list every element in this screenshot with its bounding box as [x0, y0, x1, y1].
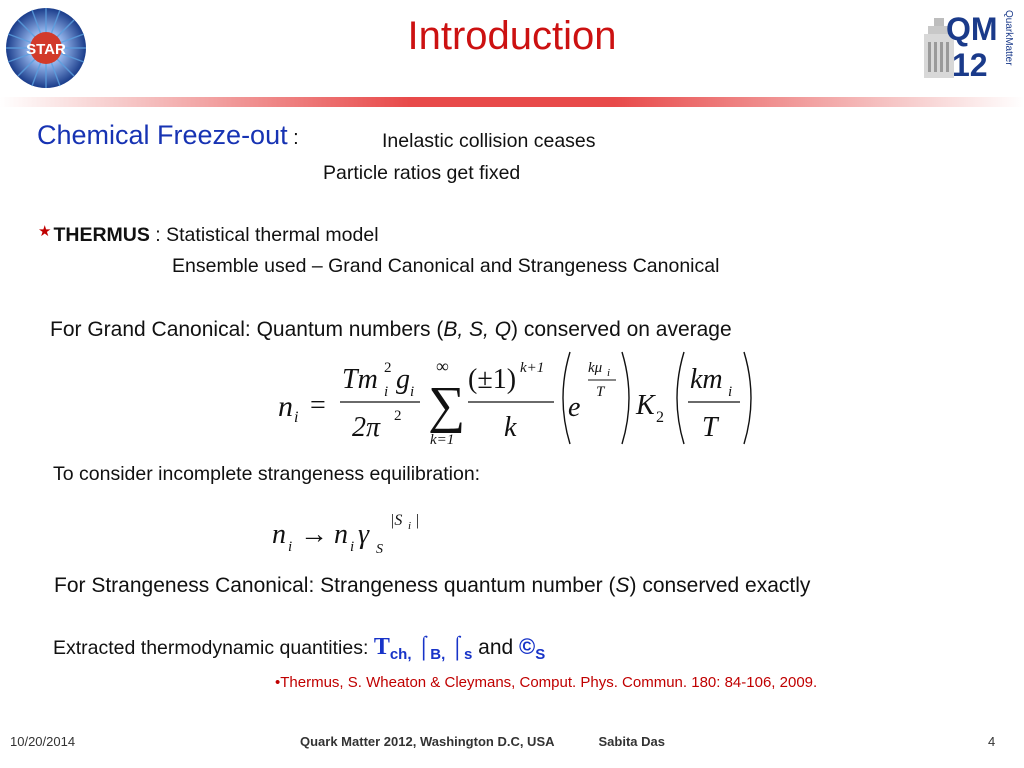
sc-prefix: For Strangeness Canonical: Strangeness quantum number (: [54, 574, 616, 597]
eq-mu2-sym: ⌠: [450, 634, 464, 659]
f1-den: 2π: [352, 412, 381, 443]
cfo-colon: :: [287, 127, 299, 149]
f2-exp-i: i: [408, 520, 412, 532]
cfo-heading-text: Chemical Freeze-out: [37, 120, 288, 150]
star-logo-text: STAR: [26, 41, 66, 58]
f1-n-sub: i: [294, 409, 299, 426]
eq-prefix: Extracted thermodynamic quantities: [53, 637, 363, 659]
cfo-line-1: Inelastic collision ceases: [382, 130, 596, 152]
grand-canonical-formula: [270, 342, 770, 452]
f1-num-gi: i: [410, 384, 415, 400]
eq-mu-sym: ⌠: [416, 634, 431, 659]
incomplete-strangeness-line: To consider incomplete strangeness equilibration:: [53, 463, 481, 485]
thermus-name: THERMUS: [53, 224, 150, 246]
f2-n-sub: i: [288, 539, 293, 555]
f2-exp: |S: [390, 512, 403, 529]
sc-var: S: [615, 574, 630, 597]
f2-gamma: γ: [358, 519, 370, 550]
gc-prefix: For Grand Canonical: Quantum numbers (: [50, 318, 444, 341]
f2-n2-sub: i: [350, 539, 355, 555]
cfo-line-2: Particle ratios get fixed: [323, 162, 521, 184]
f1-sum-top: ∞: [436, 356, 449, 376]
gc-vars: B, S, Q: [443, 318, 512, 341]
f1-den-k: k: [504, 412, 517, 443]
extracted-quantities-line: [53, 634, 545, 663]
header-divider: [0, 97, 1024, 107]
strangeness-formula: [270, 505, 440, 560]
qm-text: QM: [946, 11, 998, 47]
f1-num-2: 2: [384, 360, 392, 376]
sc-suffix: ) conserved exactly: [629, 574, 811, 597]
footer-date: 10/20/2014: [10, 734, 76, 749]
f1-num-tm: Tm: [342, 364, 378, 395]
footer-conference-text: Quark Matter 2012, Washington D.C, USA: [300, 734, 555, 749]
qm-year-text: 12: [952, 47, 988, 82]
eq-mu-sub: B,: [430, 645, 446, 663]
ensemble-line: Ensemble used – Grand Canonical and Strangeness Canonical: [172, 255, 720, 277]
thermus-line: [38, 224, 379, 247]
eq-mu2-sub: s: [463, 645, 473, 663]
f1-pm-exp: k+1: [520, 360, 545, 376]
eq-t-sub: ch,: [389, 645, 412, 663]
chemical-freezeout-heading: [37, 120, 299, 151]
f1-den-exp: 2: [394, 408, 402, 424]
slide-title: Introduction: [407, 14, 617, 58]
f2-arrow: →: [300, 519, 328, 550]
thermus-desc: : Statistical thermal model: [149, 224, 379, 246]
f1-e: e: [568, 392, 581, 423]
eq-t-sym: T: [373, 634, 390, 660]
f1-sum: ∑: [428, 377, 466, 434]
f1-exp-num: kμ: [588, 360, 603, 376]
f1-exp-den: T: [596, 384, 605, 400]
eq-and: and: [472, 636, 520, 659]
f1-exp-num-i: i: [607, 367, 611, 379]
f2-gamma-sub: S: [376, 542, 383, 557]
star-bullet-icon: ★: [38, 223, 52, 240]
footer-author: Sabita Das: [598, 734, 665, 749]
footer-page-number: 4: [988, 734, 996, 749]
eq-gamma-sym: ©: [519, 634, 536, 659]
gc-suffix: ) conserved on average: [511, 318, 732, 341]
f1-eq: =: [310, 390, 326, 421]
f1-pm: (±1): [468, 364, 517, 395]
f1-arg-num: km: [690, 364, 723, 395]
strangeness-canonical-line: [54, 574, 810, 598]
f1-sum-bottom: k=1: [430, 432, 455, 448]
f2-n2: n: [334, 519, 348, 550]
f1-arg-num-i: i: [728, 384, 733, 400]
footer-conference: [300, 734, 665, 749]
eq-colon: :: [362, 637, 374, 659]
f2-exp-end: |: [416, 512, 420, 529]
eq-gamma-sub: S: [535, 645, 546, 663]
f1-n: n: [278, 390, 293, 423]
f1-arg-den: T: [702, 412, 718, 443]
f1-num-i: i: [384, 384, 389, 400]
f1-num-g: g: [396, 364, 410, 395]
grand-canonical-line: [50, 318, 732, 342]
f2-n: n: [272, 519, 286, 550]
f1-k: K: [636, 390, 655, 421]
reference-note: •Thermus, S. Wheaton & Cleymans, Comput. Phys. Commun. 180: 84-106, 2009.: [275, 674, 818, 691]
f1-k-sub: 2: [656, 409, 664, 426]
qm-side-text: QuarkMatter: [1003, 10, 1014, 66]
